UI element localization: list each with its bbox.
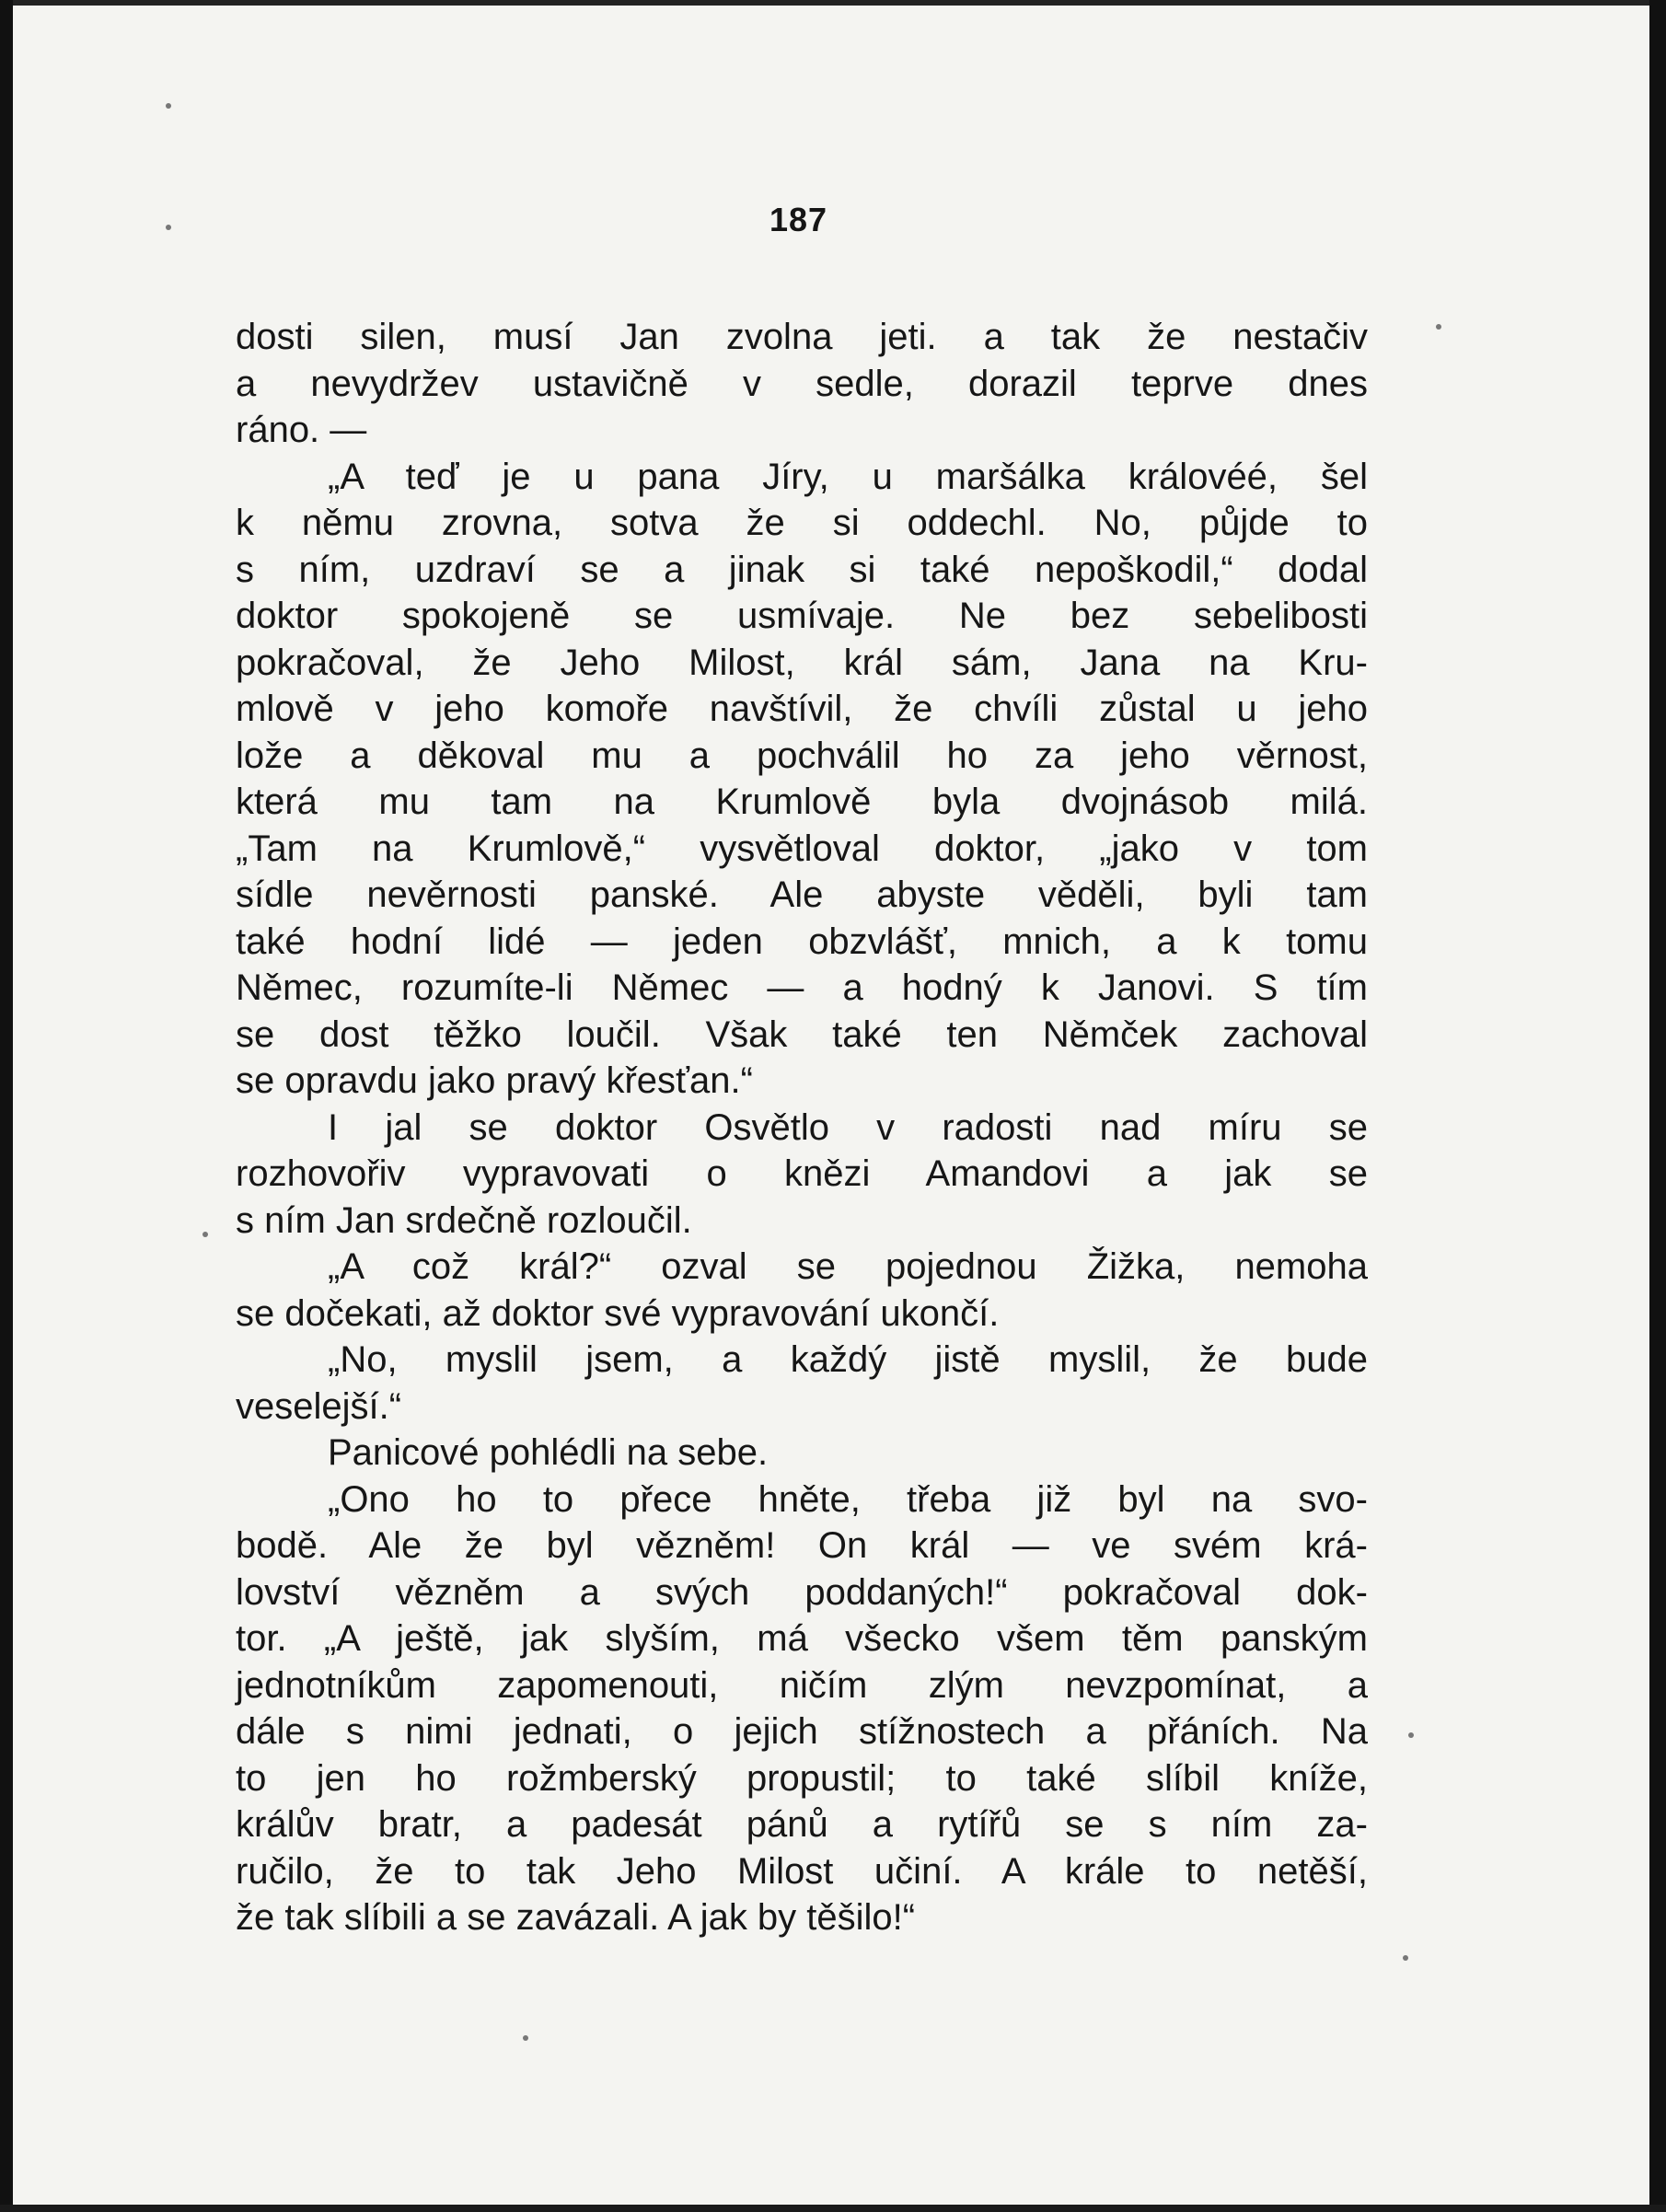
text-line: lovství vězněm a svých poddaných!“ pokračoval dok- <box>236 1571 1368 1613</box>
text-line: Němec, rozumíte-li Němec — a hodný k Janovi. S tím <box>236 967 1368 1008</box>
text-line: s ním, uzdraví se a jinak si také nepoškodil,“ dodal <box>236 549 1368 590</box>
text-line: pokračoval, že Jeho Milost, král sám, Jana na Kru- <box>236 642 1368 683</box>
text-line: jednotníkům zapomenouti, ničím zlým nevzpomínat, a <box>236 1664 1368 1706</box>
scan-speck <box>523 2035 528 2041</box>
text-line: lože a děkoval mu a pochválil ho za jeho věrnost, <box>236 735 1368 776</box>
text-line: s ním Jan srdečně rozloučil. <box>236 1199 692 1241</box>
text-line: se opravdu jako pravý křesťan.“ <box>236 1060 753 1101</box>
scan-bottom-edge <box>0 2205 1666 2212</box>
text-line: I jal se doktor Osvětlo v radosti nad míru se <box>328 1106 1368 1148</box>
text-line: králův bratr, a padesát pánů a rytířů se s ním za- <box>236 1804 1368 1845</box>
text-line: dále s nimi jednati, o jejich stížnostech a přáních. Na <box>236 1711 1368 1752</box>
text-line: „A teď je u pana Jíry, u maršálka královéé, šel <box>328 456 1368 497</box>
text-line: která mu tam na Krumlově byla dvojnásob milá. <box>236 782 1368 822</box>
text-line: „A což král?“ ozval se pojednou Žižka, nemoha <box>328 1246 1368 1287</box>
text-line: Panicové pohlédli na sebe. <box>328 1432 769 1473</box>
text-line: ručilo, že to tak Jeho Milost učiní. A krále to netěší, <box>236 1850 1368 1892</box>
scan-speck <box>202 1232 208 1237</box>
text-line: tor. „A ještě, jak slyším, má všecko všem těm panským <box>236 1618 1368 1659</box>
text-line: „Ono ho to přece hněte, třeba již byl na svo- <box>328 1478 1368 1520</box>
text-line: k němu zrovna, sotva že si oddechl. No, půjde to <box>236 503 1368 543</box>
text-line: že tak slíbili a se zavázali. A jak by těšilo!“ <box>236 1897 916 1938</box>
scan-speck <box>166 103 171 109</box>
text-line: veselejší.“ <box>236 1385 402 1427</box>
text-line: také hodní lidé — jeden obzvlášť, mnich, a k tomu <box>236 921 1368 962</box>
text-line: rozhovořiv vypravovati o knězi Amandovi a jak se <box>236 1153 1368 1194</box>
text-line: a nevydržev ustavičně v sedle, dorazil teprve dnes <box>236 363 1368 404</box>
page-body-text <box>236 314 1368 1941</box>
page-number: 187 <box>769 201 828 238</box>
text-line: „Tam na Krumlově,“ vysvětloval doktor, „jako v tom <box>236 828 1368 869</box>
text-line: doktor spokojeně se usmívaje. Ne bez sebelibosti <box>236 596 1368 636</box>
text-line: dosti silen, musí Jan zvolna jeti. a tak že nestačiv <box>236 317 1368 357</box>
scan-right-edge <box>1649 0 1666 2212</box>
text-line: mlově v jeho komoře navštívil, že chvíli zůstal u jeho <box>236 689 1368 729</box>
scan-speck <box>1408 1732 1414 1738</box>
scan-top-edge <box>0 0 1666 6</box>
text-line: se dost těžko loučil. Však také ten Němček zachoval <box>236 1013 1368 1055</box>
scan-speck <box>1436 324 1441 330</box>
scan-left-edge <box>0 0 13 2212</box>
text-line: to jen ho rožmberský propustil; to také slíbil kníže, <box>236 1757 1368 1799</box>
text-line: sídle nevěrnosti panské. Ale abyste věděli, byli tam <box>236 874 1368 915</box>
text-line: ráno. — <box>236 410 367 450</box>
scan-speck <box>1403 1955 1408 1961</box>
text-line: bodě. Ale že byl vězněm! On král — ve svém krá- <box>236 1525 1368 1566</box>
text-line: „No, myslil jsem, a každý jistě myslil, že bude <box>328 1339 1368 1380</box>
text-line: se dočekati, až doktor své vypravování ukončí. <box>236 1292 1000 1334</box>
